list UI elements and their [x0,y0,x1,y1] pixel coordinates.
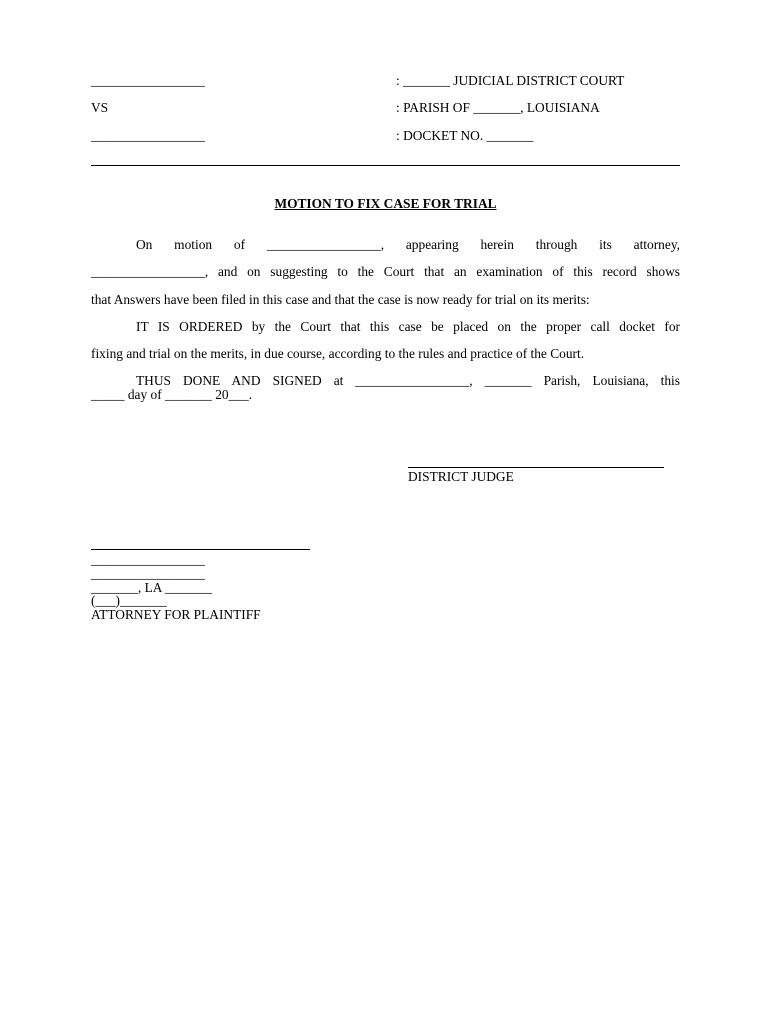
attorney-line-1: _________________ [91,552,205,567]
judge-signature-line [408,467,664,468]
vs-label: VS [91,100,109,115]
attorney-city-line: _______, LA _______ [91,580,212,595]
judge-label: DISTRICT JUDGE [408,469,514,484]
paragraph-1-line-2: _________________, and on suggesting to the Court that an examination of this record shows [91,264,680,279]
defendant-blank: _________________ [91,128,205,143]
paragraph-3-line-2: _____ day of _______ 20___. [91,387,253,402]
paragraph-1-line-3: that Answers have been filed in this case and that the case is now ready for trial on its merits: [91,292,590,307]
paragraph-2-line-2: fixing and trial on the merits, in due course, according to the rules and practice of the Court. [91,346,585,361]
attorney-signature-line [91,549,310,550]
attorney-line-2: _________________ [91,566,205,581]
paragraph-3-line-1: THUS DONE AND SIGNED at _________________, _______ Parish, Louisiana, this [136,373,680,388]
parish-line: : PARISH OF _______, LOUISIANA [396,100,600,115]
docket-line: : DOCKET NO. _______ [396,128,534,143]
paragraph-2-line-1: IT IS ORDERED by the Court that this case be placed on the proper call docket for [136,319,680,334]
plaintiff-blank: _________________ [91,73,205,88]
attorney-phone-line: (___)_______ [91,593,167,608]
caption-divider [91,165,680,166]
court-line: : _______ JUDICIAL DISTRICT COURT [396,73,625,88]
paragraph-1-line-1: On motion of _________________, appearing herein through its attorney, [136,237,680,252]
document-title: MOTION TO FIX CASE FOR TRIAL [274,196,497,211]
attorney-label: ATTORNEY FOR PLAINTIFF [91,607,261,622]
